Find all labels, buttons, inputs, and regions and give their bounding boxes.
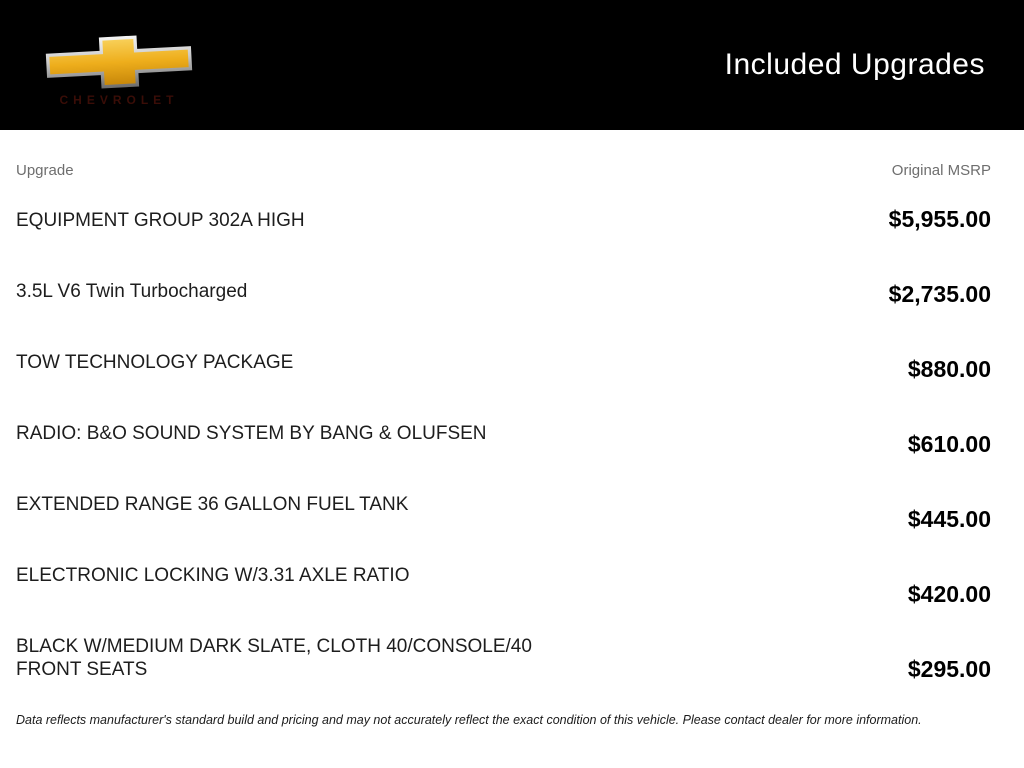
upgrade-msrp: $445.00 <box>907 506 991 532</box>
chevrolet-bowtie-icon <box>45 33 193 91</box>
upgrade-name: TOW TECHNOLOGY PACKAGE <box>16 352 294 373</box>
page-title: Included Upgrades <box>724 48 985 81</box>
upgrade-msrp: $420.00 <box>907 581 991 607</box>
upgrade-names-column <box>16 200 596 697</box>
upgrade-msrp-column <box>691 200 991 725</box>
upgrade-msrp: $880.00 <box>907 356 991 382</box>
upgrade-name: 3.5L V6 Twin Turbocharged <box>16 281 248 302</box>
column-header-upgrade: Upgrade <box>16 162 74 179</box>
chevrolet-logo <box>45 33 193 107</box>
disclaimer-text: Data reflects manufacturer's standard build and pricing and may not accurately reflect the exact condition of this vehicle. Please contact dealer for more information. <box>16 713 922 727</box>
upgrade-name: EQUIPMENT GROUP 302A HIGH <box>16 210 305 231</box>
upgrade-name: ELECTRONIC LOCKING W/3.31 AXLE RATIO <box>16 565 410 586</box>
upgrade-msrp: $5,955.00 <box>888 206 991 232</box>
upgrade-msrp: $2,735.00 <box>888 281 991 307</box>
column-header-msrp: Original MSRP <box>891 162 991 179</box>
upgrades-table <box>0 200 1024 712</box>
upgrade-msrp: $610.00 <box>907 431 991 457</box>
chevrolet-wordmark: CHEVROLET <box>59 93 179 107</box>
upgrade-name: BLACK W/MEDIUM DARK SLATE, CLOTH 40/CONSOLE/40 FRONT SEATS <box>16 636 532 680</box>
upgrade-name: EXTENDED RANGE 36 GALLON FUEL TANK <box>16 494 409 515</box>
upgrade-msrp: $295.00 <box>907 656 991 682</box>
table-header <box>16 161 991 180</box>
upgrade-name: RADIO: B&O SOUND SYSTEM BY BANG & OLUFSEN <box>16 423 487 444</box>
app-header <box>0 0 1024 130</box>
